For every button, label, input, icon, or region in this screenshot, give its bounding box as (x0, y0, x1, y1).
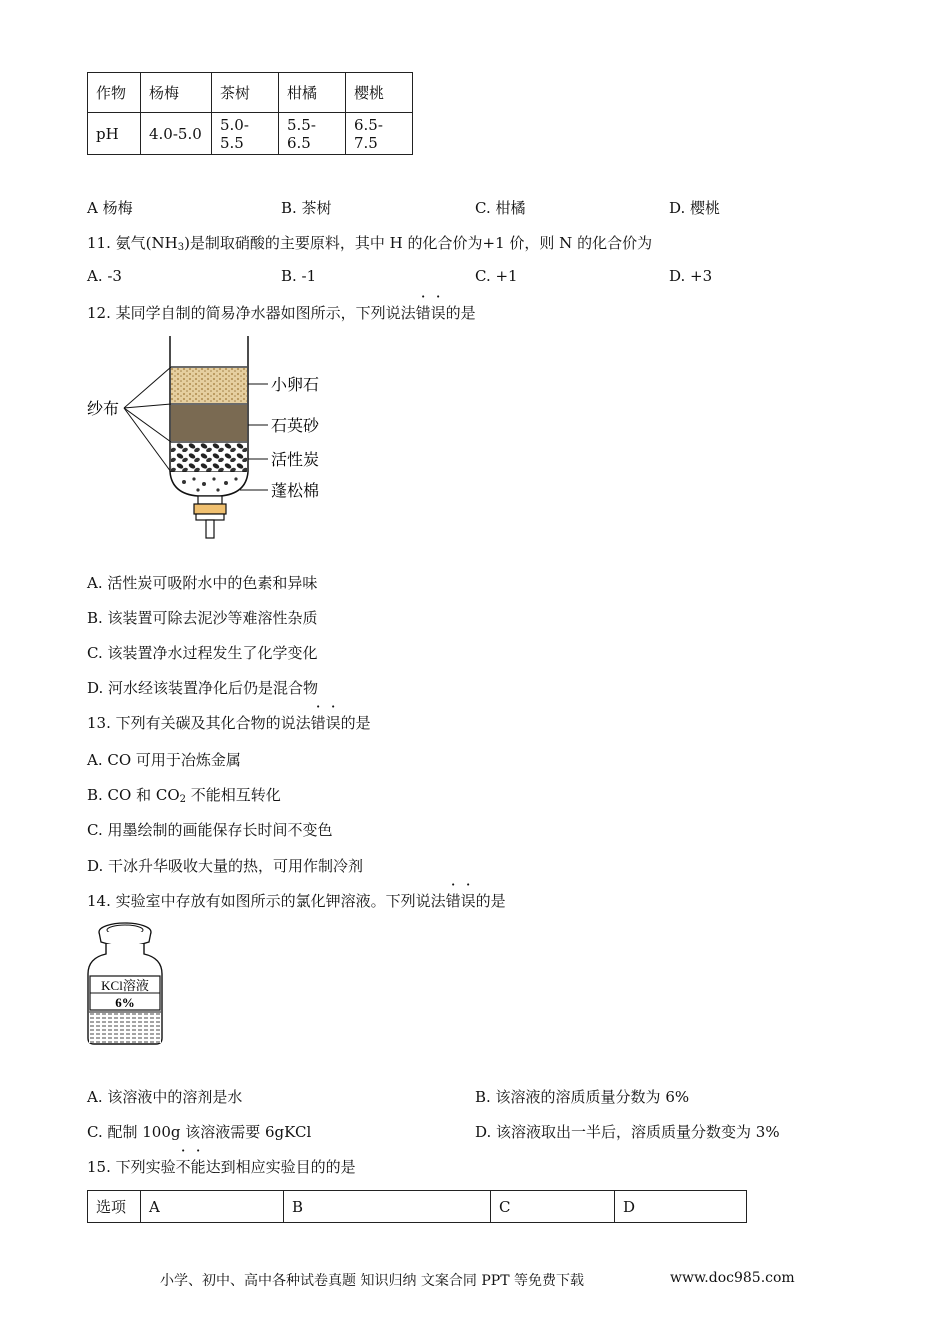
q14-option-b: B. 该溶液的溶质质量分数为 6% (475, 1088, 690, 1106)
footer-url[interactable]: www.doc985.com (670, 1270, 795, 1286)
q11-stem: 11. 氨气$(NH_3)$是制取硝酸的主要原料，其中 H 的化合价为+1 价，则 N 的化合价为 (87, 234, 653, 253)
carbon-layer (171, 443, 247, 472)
table-cell: 4.0-5.0 (141, 113, 212, 155)
q14-option-d: D. 该溶液取出一半后，溶质质量分数变为 3% (475, 1123, 780, 1141)
table-cell: 5.5-6.5 (279, 113, 346, 155)
table-cell: B (284, 1191, 491, 1223)
table-cell: A (141, 1191, 284, 1223)
q12-option-a: A. 活性炭可吸附水中的色素和异味 (87, 574, 318, 592)
table-cell: 杨梅 (141, 73, 212, 113)
table-cell: C (491, 1191, 615, 1223)
q13-option-c: C. 用墨绘制的画能保存长时间不变色 (87, 821, 333, 839)
q10-option-a: A 杨梅 (87, 199, 133, 217)
label-activated-carbon: 活性炭 (271, 450, 320, 469)
water-filter-figure (80, 332, 340, 544)
reagent-bottle-figure (84, 920, 166, 1052)
label-quartz-sand: 石英砂 (271, 416, 320, 435)
q10-option-c: C. 柑橘 (475, 199, 526, 217)
q15-stem: 15. 下列实验不能达到相应实验目的的是 (87, 1158, 356, 1176)
table-cell: 柑橘 (279, 73, 346, 113)
table-cell: 作物 (88, 73, 141, 113)
q13-option-b: B. CO 和 $CO_2$ 不能相互转化 (87, 786, 281, 805)
q15-table (87, 1190, 747, 1223)
table-cell: 6.5-7.5 (346, 113, 413, 155)
q12-option-d: D. 河水经该装置净化后仍是混合物 (87, 679, 319, 697)
label-pebbles: 小卵石 (271, 375, 320, 394)
label-gauze: 纱布 (87, 399, 120, 418)
q11-option-b: B. -1 (281, 267, 317, 285)
q12-stem: 12. 某同学自制的简易净水器如图所示，下列说法错误的是 (87, 304, 476, 322)
q14-option-c: C. 配制 100g 该溶液需要 6gKCl (87, 1123, 312, 1141)
q14-stem: 14. 实验室中存放有如图所示的氯化钾溶液。下列说法错误的是 (87, 892, 506, 910)
table-cell: 选项 (88, 1191, 141, 1223)
quartz-sand-layer (171, 405, 247, 441)
label-cotton: 蓬松棉 (271, 481, 320, 500)
footer-text: 小学、初中、高中各种试卷真题 知识归纳 文案合同 PPT 等免费下载 (160, 1273, 584, 1289)
q12-option-b: B. 该装置可除去泥沙等难溶性杂质 (87, 609, 318, 627)
q13-option-a: A. CO 可用于冶炼金属 (87, 751, 241, 769)
q11-option-c: C. +1 (475, 267, 518, 285)
table-cell: 茶树 (212, 73, 279, 113)
q12-option-c: C. 该装置净水过程发生了化学变化 (87, 644, 318, 662)
q11-option-a: A. -3 (87, 267, 122, 285)
ph-table (87, 72, 413, 155)
q11-option-d: D. +3 (669, 267, 713, 285)
bottle-label-name: KCl溶液 (101, 978, 149, 993)
table-cell: 樱桃 (346, 73, 413, 113)
table-cell: 5.0-5.5 (212, 113, 279, 155)
q14-option-a: A. 该溶液中的溶剂是水 (87, 1088, 243, 1106)
q10-option-d: D. 樱桃 (669, 199, 721, 217)
bottle-label-concentration: 6% (115, 995, 135, 1010)
table-cell: D (615, 1191, 747, 1223)
q13-stem: 13. 下列有关碳及其化合物的说法错误的是 (87, 714, 371, 732)
pebble-layer (171, 368, 247, 403)
q10-option-b: B. 茶树 (281, 199, 332, 217)
q13-option-d: D. 干冰升华吸收大量的热，可用作制冷剂 (87, 857, 364, 875)
table-cell: pH (88, 113, 141, 155)
